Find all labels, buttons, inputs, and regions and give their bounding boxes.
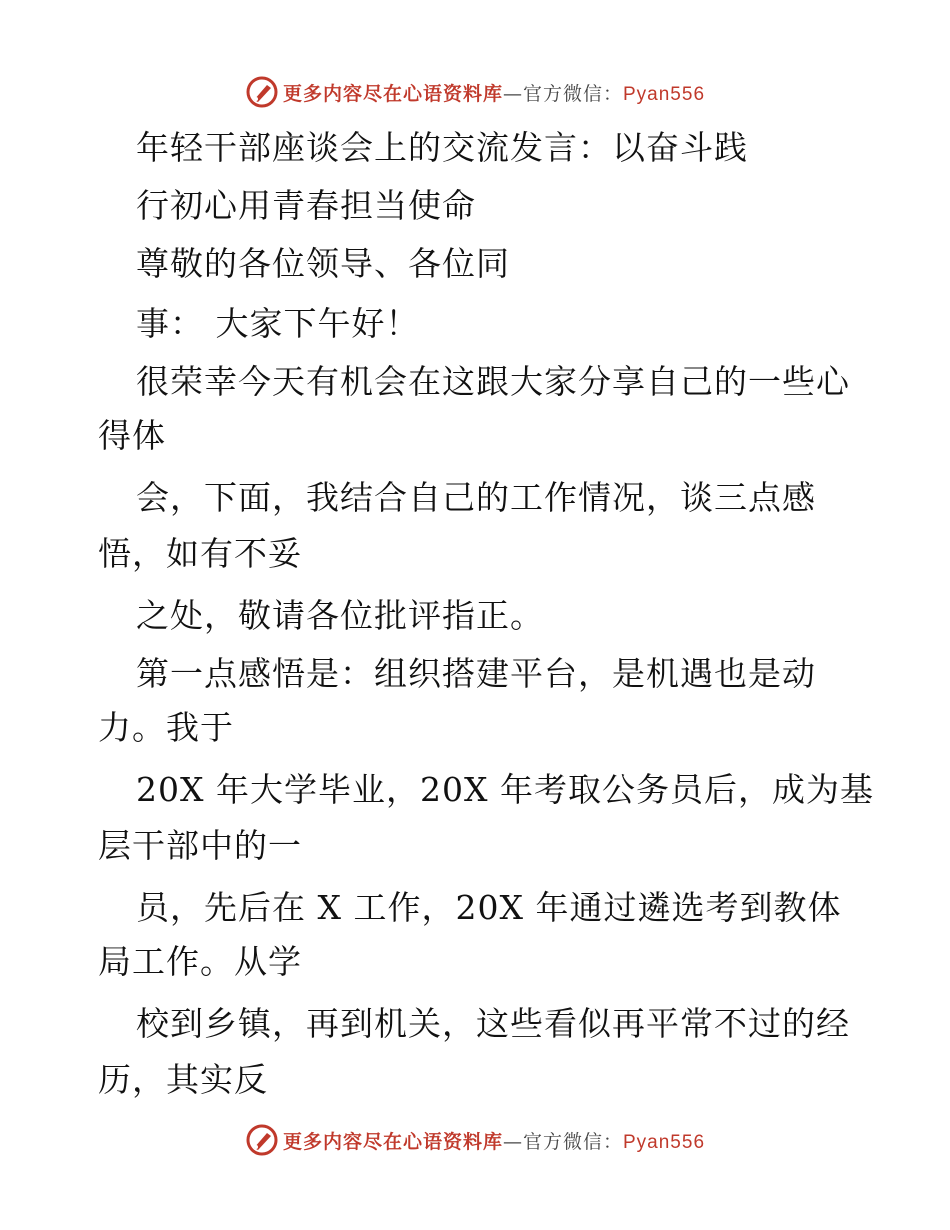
- watermark-header: [0, 72, 950, 112]
- text-line: 行初心用青春担当使命: [136, 186, 476, 225]
- text-line: 历，其实反: [98, 1060, 268, 1099]
- pen-circle-icon: [245, 1123, 279, 1157]
- text-line: 年轻干部座谈会上的交流发言：以奋斗践: [136, 128, 748, 167]
- text-line: 第一点感悟是：组织搭建平台，是机遇也是动: [136, 654, 816, 693]
- text-line: 20X 年大学毕业，20X 年考取公务员后，成为基: [136, 770, 874, 809]
- text-line: 校到乡镇，再到机关，这些看似再平常不过的经: [136, 1004, 850, 1043]
- text-line: 之处，敬请各位批评指正。: [136, 596, 544, 635]
- text-line: 得体: [98, 416, 166, 455]
- text-line: 会，下面，我结合自己的工作情况，谈三点感: [136, 478, 816, 517]
- watermark-footer: [0, 1120, 950, 1160]
- watermark-text: 更多内容尽在心语资料库—官方微信：Pyan556: [282, 82, 706, 105]
- text-line: 尊敬的各位领导、各位同: [136, 244, 510, 283]
- text-line: 员，先后在 X 工作，20X 年通过遴选考到教体: [136, 888, 842, 927]
- text-line: 很荣幸今天有机会在这跟大家分享自己的一些心: [136, 362, 850, 401]
- watermark-text: 更多内容尽在心语资料库—官方微信：Pyan556: [282, 1130, 706, 1153]
- text-line: 事： 大家下午好！: [136, 304, 420, 343]
- text-line: 力。我于: [98, 708, 234, 747]
- text-line: 悟，如有不妥: [98, 534, 302, 573]
- text-line: 局工作。从学: [98, 942, 302, 981]
- pen-circle-icon: [245, 75, 279, 109]
- text-line: 层干部中的一: [98, 826, 302, 865]
